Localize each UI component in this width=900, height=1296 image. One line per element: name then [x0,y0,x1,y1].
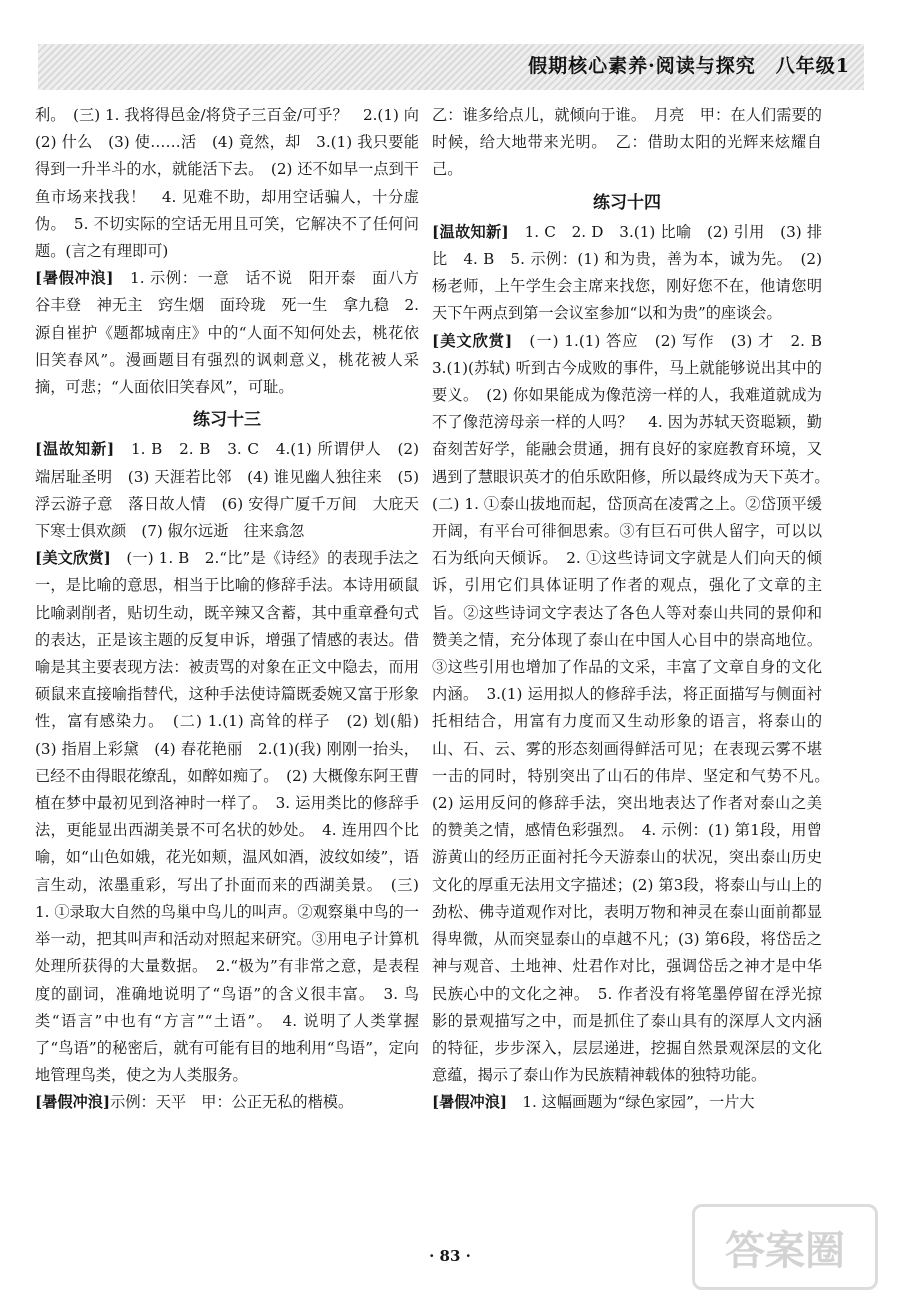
right-column [432,102,838,1117]
answer-text: (一) 1.(1) 答应 (2) 写作 (3) 才 2. B 3.(1)(苏轼) 听到古今成败的事件，马上就能够说出其中的要义。 (2) 你如果能成为像范滂一样的人，我难道就成为不了像范滂母亲一样的人吗？ 4. 因为苏轼天资聪颖，勤奋刻苦好学，能融会贯通，拥有良好的家庭教育环境，又遇到了慧眼识英才的伯乐欧阳修，所以最终成为天下英才。 (二) 1. ①泰山拔地而起，岱顶高在凌霄之上。②岱顶平缓开阔，有平台可徘徊思索。③有巨石可供人留字，可以以石为纸向天倾诉。 2. ①这些诗词文字就是人们向天的倾诉，引用它们具体证明了作者的观点，强化了文章的主旨。②这些诗词文字表达了各色人等对泰山共同的景仰和赞美之情，充分体现了泰山在中国人心目中的崇高地位。③这些引用也增加了作品的文采，丰富了文章自身的文化内涵。 3.(1) 运用拟人的修辞手法，将正面描写与侧面衬托相结合，用富有力度而又生动形象的语言，将泰山的山、石、云、雾的形态刻画得鲜活可见；在表现云雾不堪一击的同时，特别突出了山石的伟岸、坚定和气势不凡。 (2) 运用反问的修辞手法，突出地表达了作者对泰山之美的赞美之情，感情色彩强烈。 4. 示例：(1) 第1段，用曾游黄山的经历正面衬托今天游泰山的状况，突出泰山历史文化的厚重无法用文字描述；(2) 第3段，将泰山与山上的劲松、佛寺道观作对比，表明万物和神灵在泰山面前都显得卑微，从而突显泰山的卓越不凡；(3) 第6段，将岱岳之神与观音、土地神、灶君作对比，强调岱岳之神才是中华民族心中的文化之神。 5. 作者没有将笔墨停留在浮光掠影的景观描写之中，而是抓住了泰山具有的深厚人文内涵的特征，步步深入，层层递进，挖掘自然景观深层的文化意蕴，揭示了泰山作为民族精神载体的独特功能。 [432,331,838,1085]
section-tag: [暑假冲浪] [35,1093,111,1112]
answer-text: (一) 1. B 2.“比”是《诗经》的表现手法之一，是比喻的意思，相当于比喻的修辞手法。本诗用硕鼠比喻剥削者，贴切生动，既辛辣又含蓄，其中重章叠句式的表达，正是该主题的反复申诉，增强了情感的表达。借喻是其主要表现方法：被责骂的对象在正文中隐去，而用硕鼠来直接喻指替代，这种手法使诗篇既委婉又富于形象性，富有感染力。 (二) 1.(1) 高耸的样子 (2) 划(船) (3) 指眉上彩黛 (4) 春花艳丽 2.(1)(我) 刚刚一抬头，已经不由得眼花缭乱，如醉如痴了。 (2) 大概像东阿王曹植在梦中最初见到洛神时一样了。 3. 运用类比的修辞手法，更能显出西湖美景不可名状的妙处。 4. 连用四个比喻，如“山色如娥，花光如颊，温风如酒，波纹如绫”，语言生动，浓墨重彩，写出了扑面而来的西湖美景。 (三) 1. ①录取大自然的鸟巢中鸟儿的叫声。②观察巢中鸟的一举一动，把其叫声和活动对照起来研究。③用电子计算机处理所获得的大量数据。 2.“极为”有非常之意，是表程度的副词，准确地说明了“鸟语”的含义很丰富。 3. 鸟类“语言”中也有“方言”“土语”。 4. 说明了人类掌握了“鸟语”的秘密后，就有可能有目的地利用“鸟语”，定向地管理鸟类，使之为人类服务。 [35,549,435,1085]
answer-text: 1. 示例：一意 话不说 阳开泰 面八方 谷丰登 神无主 窍生烟 面玲珑 死一生 拿九稳 2. 源自崔护《题都城南庄》中的“人面不知何处去，桃花依旧笑春风”。漫画题目有强烈的讽刺意义，桃花被人采摘，可悲；“人面依旧笑春风”，可耻。 [35,269,435,397]
left-column [35,102,435,1117]
page-number: · 83 · [429,1247,471,1265]
answer-paragraph [35,102,435,265]
answer-paragraph [35,265,435,401]
section-title: 练习十三 [193,410,261,431]
section-tag: [温故知新] [432,222,509,241]
answer-text: 乙：谁多给点儿，就倾向于谁。 月亮 甲：在人们需要的时候，给大地带来光明。 乙：借助太阳的光辉来炫耀自己。 [432,106,822,179]
answer-paragraph [35,545,435,1089]
section-tag: [暑假冲浪] [35,269,114,288]
section-tag: [暑假冲浪] [432,1093,508,1112]
answer-paragraph [432,219,822,328]
answer-paragraph [35,436,419,545]
watermark-stamp [692,1204,878,1290]
answer-text: 示例：天平 甲：公正无私的楷模。 [110,1093,354,1112]
section-tag: [美文欣赏] [432,331,513,350]
answer-paragraph [432,102,822,184]
answer-paragraph [432,1089,822,1116]
section-tag: [温故知新] [35,440,115,459]
section-title: 练习十四 [593,192,661,213]
answer-text: 1. 这幅画题为“绿色家园”，一片大 [507,1093,755,1112]
answer-text: 利。 (三) 1. 我将得邑金/将贷子三百金/可乎？ 2.(1) 向 (2) 什么 (3) 使……活 (4) 竟然，却 3.(1) 我只要能得到一升半斗的水，就能活下去。 (2) 还不如早一点到干鱼市场来找我！ 4. 见难不助，却用空话骗人，十分虚伪。 5. 不切实际的空话无用且可笑，它解决不了任何问题。(言之有理即可) [35,106,435,261]
answer-paragraph [432,328,838,1090]
answer-text: 1. B 2. B 3. C 4.(1) 所谓伊人 (2) 端居耻圣明 (3) 天涯若比邻 (4) 谁见幽人独往来 (5) 浮云游子意 落日故人情 (6) 安得广厦千万间 大庇天下寒士俱欢颜 (7) 俶尔远逝 往来翕忽 [35,440,419,541]
answer-paragraph [35,1089,419,1116]
watermark-text: 答案圈 [725,1227,845,1274]
answer-text: 1. C 2. D 3.(1) 比喻 (2) 引用 (3) 排比 4. B 5. 示例：(1) 和为贵，善为本，诚为先。 (2) 杨老师，上午学生会主席来找您，刚好您不在，他请您明天下午两点到第一会议室参加“以和为贵”的座谈会。 [432,222,823,323]
section-tag: [美文欣赏] [35,549,111,568]
header-title: 假期核心素养·阅读与探究 八年级1 [528,55,850,77]
